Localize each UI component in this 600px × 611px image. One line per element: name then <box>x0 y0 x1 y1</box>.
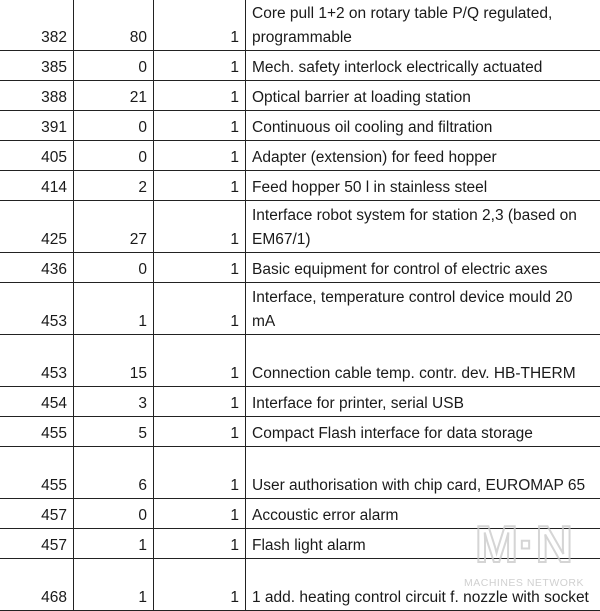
qty-b-cell: 1 <box>154 283 246 335</box>
table-row <box>0 171 600 201</box>
table-row <box>0 335 600 387</box>
table-row <box>0 417 600 447</box>
code-cell: 468 <box>0 559 74 611</box>
qty-a-cell: 27 <box>74 201 154 253</box>
qty-b-cell: 1 <box>154 171 246 201</box>
code-cell: 414 <box>0 171 74 201</box>
table-row <box>0 387 600 417</box>
description-cell: 1 add. heating control circuit f. nozzle with socket <box>246 559 600 611</box>
code-cell: 453 <box>0 283 74 335</box>
qty-b-cell: 1 <box>154 141 246 171</box>
qty-a-cell: 0 <box>74 51 154 81</box>
description-cell: Adapter (extension) for feed hopper <box>246 141 600 171</box>
qty-a-cell: 0 <box>74 111 154 141</box>
table-row <box>0 559 600 611</box>
qty-b-cell: 1 <box>154 529 246 559</box>
description-cell: Flash light alarm <box>246 529 600 559</box>
description-cell: Interface for printer, serial USB <box>246 387 600 417</box>
code-cell: 436 <box>0 253 74 283</box>
table-row <box>0 81 600 111</box>
qty-a-cell: 3 <box>74 387 154 417</box>
description-cell: Feed hopper 50 l in stainless steel <box>246 171 600 201</box>
table-row <box>0 253 600 283</box>
qty-b-cell: 1 <box>154 201 246 253</box>
qty-b-cell: 1 <box>154 559 246 611</box>
qty-a-cell: 2 <box>74 171 154 201</box>
qty-a-cell: 21 <box>74 81 154 111</box>
description-cell: Continuous oil cooling and filtration <box>246 111 600 141</box>
qty-a-cell: 0 <box>74 499 154 529</box>
qty-b-cell: 1 <box>154 253 246 283</box>
qty-b-cell: 1 <box>154 387 246 417</box>
code-cell: 455 <box>0 447 74 499</box>
qty-a-cell: 1 <box>74 559 154 611</box>
qty-a-cell: 5 <box>74 417 154 447</box>
code-cell: 388 <box>0 81 74 111</box>
code-cell: 385 <box>0 51 74 81</box>
qty-a-cell: 0 <box>74 253 154 283</box>
qty-a-cell: 15 <box>74 335 154 387</box>
qty-a-cell: 6 <box>74 447 154 499</box>
qty-b-cell: 1 <box>154 111 246 141</box>
description-cell: Interface robot system for station 2,3 (based on EM67/1) <box>246 201 600 253</box>
table-row <box>0 529 600 559</box>
code-cell: 457 <box>0 499 74 529</box>
qty-a-cell: 1 <box>74 529 154 559</box>
code-cell: 455 <box>0 417 74 447</box>
watermark-logo: M·N <box>475 516 573 574</box>
code-cell: 453 <box>0 335 74 387</box>
qty-a-cell: 80 <box>74 0 154 51</box>
table-row <box>0 51 600 81</box>
table-row <box>0 201 600 253</box>
code-cell: 425 <box>0 201 74 253</box>
qty-b-cell: 1 <box>154 417 246 447</box>
description-cell: Compact Flash interface for data storage <box>246 417 600 447</box>
qty-b-cell: 1 <box>154 447 246 499</box>
qty-a-cell: 0 <box>74 141 154 171</box>
watermark-text: MACHINES NETWORK <box>464 577 584 589</box>
table-row <box>0 0 600 51</box>
table-row <box>0 141 600 171</box>
description-cell: Mech. safety interlock electrically actuated <box>246 51 600 81</box>
qty-a-cell: 1 <box>74 283 154 335</box>
description-cell: Interface, temperature control device mould 20 mA <box>246 283 600 335</box>
qty-b-cell: 1 <box>154 335 246 387</box>
description-cell: Optical barrier at loading station <box>246 81 600 111</box>
description-cell: Core pull 1+2 on rotary table P/Q regulated, programmable <box>246 0 600 51</box>
table-row <box>0 111 600 141</box>
description-cell: User authorisation with chip card, EUROMAP 65 <box>246 447 600 499</box>
qty-b-cell: 1 <box>154 499 246 529</box>
code-cell: 382 <box>0 0 74 51</box>
code-cell: 454 <box>0 387 74 417</box>
description-cell: Basic equipment for control of electric axes <box>246 253 600 283</box>
code-cell: 457 <box>0 529 74 559</box>
qty-b-cell: 1 <box>154 51 246 81</box>
code-cell: 391 <box>0 111 74 141</box>
description-cell: Accoustic error alarm <box>246 499 600 529</box>
qty-b-cell: 1 <box>154 0 246 51</box>
table-row <box>0 283 600 335</box>
table-row <box>0 499 600 529</box>
description-cell: Connection cable temp. contr. dev. HB-THERM <box>246 335 600 387</box>
qty-b-cell: 1 <box>154 81 246 111</box>
table-row <box>0 447 600 499</box>
code-cell: 405 <box>0 141 74 171</box>
